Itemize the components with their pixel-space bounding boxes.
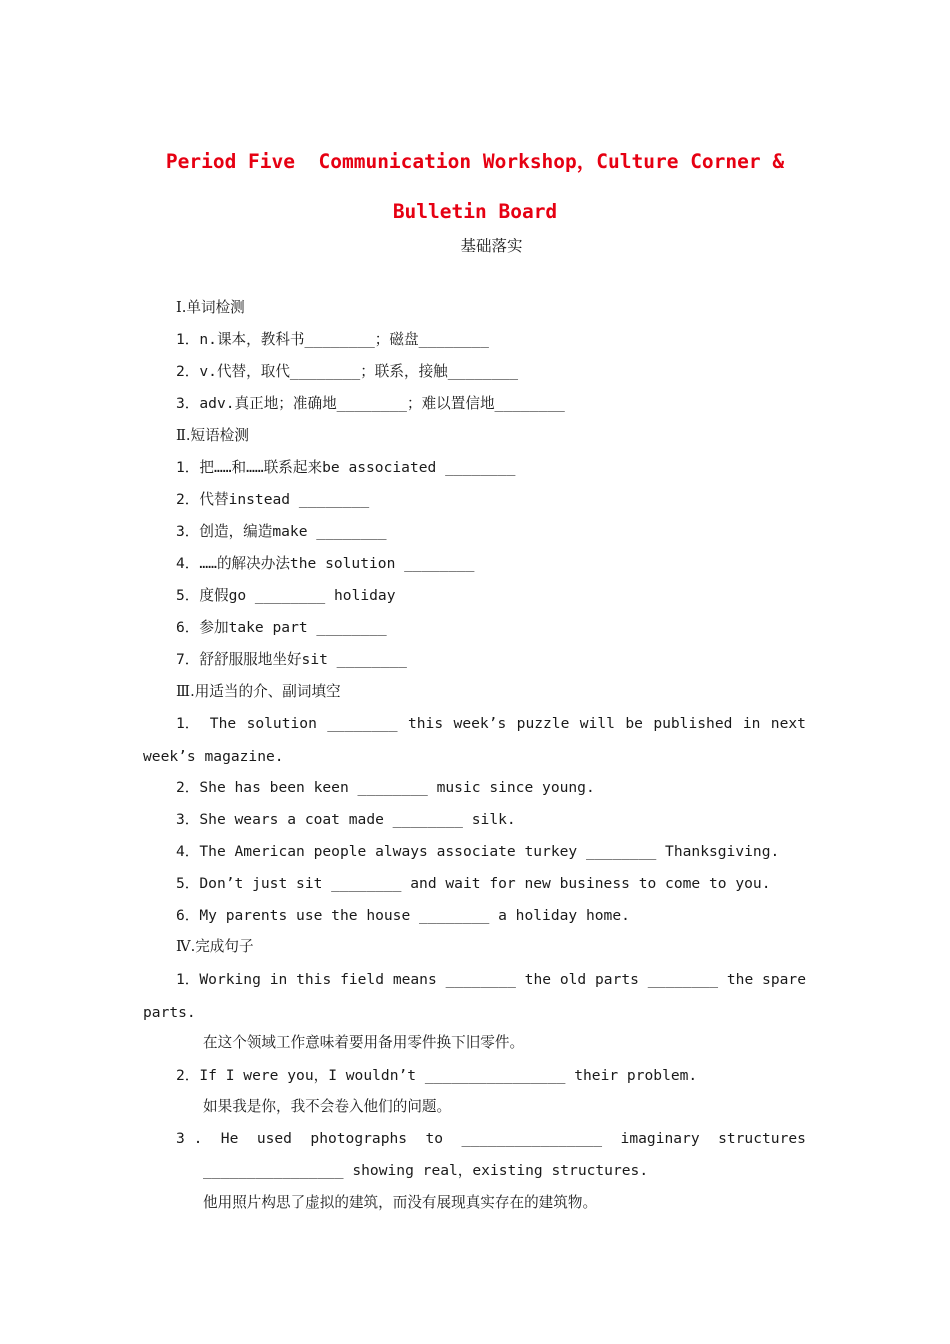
fill-item: 3．She wears a coat made ________ silk. — [176, 811, 516, 828]
word: old — [559, 971, 587, 988]
section-4-heading: Ⅳ.完成句子 — [176, 938, 254, 955]
word: 3 . — [176, 1130, 203, 1147]
word: in — [742, 715, 761, 732]
word: to — [425, 1130, 444, 1147]
answer-blank: ________________ — [461, 1130, 603, 1147]
word: week’s — [453, 715, 507, 732]
word: used — [256, 1130, 292, 1147]
word: this — [296, 971, 332, 988]
word: parts — [595, 971, 639, 988]
fill-item: 6．My parents use the house ________ a holiday home. — [176, 907, 630, 924]
word: will — [579, 715, 615, 732]
word: in — [269, 971, 288, 988]
title-line-2: Bulletin Board — [392, 200, 558, 223]
phrase-item: 3．创造，编造make ________ — [176, 523, 387, 540]
phrase-item: 2．代替instead ________ — [176, 491, 370, 508]
word: spare — [762, 971, 806, 988]
vocab-item: 2．v.代替，取代________；联系，接触________ — [176, 363, 519, 380]
section-1-heading: Ⅰ.单词检测 — [176, 299, 245, 316]
fill-item: 2．She has been keen ________ music since young. — [176, 779, 595, 796]
sentence-item-2: 2．If I were you，I wouldn’t ________________ their problem. — [176, 1067, 698, 1084]
fill-item-1-continued: week’s magazine. — [143, 748, 284, 765]
word: 1．Working — [176, 971, 261, 988]
word: photographs — [310, 1130, 408, 1147]
sentence-item-1-continued: parts. — [143, 1004, 196, 1021]
phrase-item: 1．把……和……联系起来be associated ________ — [176, 459, 516, 476]
word: structures — [718, 1130, 806, 1147]
answer-blank: ________ — [647, 971, 719, 988]
word: He — [220, 1130, 239, 1147]
title-line-1: Period Five Communication Workshop，Culture Corner & — [165, 150, 785, 173]
section-2-heading: Ⅱ.短语检测 — [176, 427, 249, 444]
sentence-item-3 — [176, 1129, 806, 1149]
vocab-item: 1．n.课本，教科书________；磁盘________ — [176, 331, 489, 348]
fill-item: 4．The American people always associate turkey ________ Thanksgiving. — [176, 843, 780, 860]
word: field — [340, 971, 384, 988]
subtitle: 基础落实 — [460, 237, 523, 255]
word: 1． — [176, 715, 200, 732]
word: solution — [246, 715, 317, 732]
answer-blank: ________ — [445, 971, 516, 988]
sentence-item-3-continued: ________________ showing real，existing structures. — [203, 1162, 649, 1179]
sentence-item-1 — [176, 970, 806, 990]
answer-blank: ________ — [327, 715, 398, 732]
vocab-item: 3．adv.真正地；准确地________；难以置信地________ — [176, 395, 565, 412]
phrase-item: 5．度假go ________ holiday — [176, 587, 396, 604]
word: this — [407, 715, 444, 732]
word: puzzle — [516, 715, 570, 732]
fill-item-1 — [176, 714, 806, 734]
sentence-item-1-translation: 在这个领域工作意味着要用备用零件换下旧零件。 — [203, 1034, 525, 1051]
word: the — [524, 971, 552, 988]
phrase-item: 6．参加take part ________ — [176, 619, 387, 636]
sentence-item-2-translation: 如果我是你，我不会卷入他们的问题。 — [203, 1098, 452, 1115]
fill-item: 5．Don’t just sit ________ and wait for new business to come to you. — [176, 875, 771, 892]
phrase-item: 7．舒舒服服地坐好sit ________ — [176, 651, 407, 668]
word: published — [653, 715, 733, 732]
word: means — [392, 971, 437, 988]
phrase-item: 4．……的解决办法the solution ________ — [176, 555, 475, 572]
word: The — [209, 715, 237, 732]
sentence-item-3-translation: 他用照片构思了虚拟的建筑，而没有展现真实存在的建筑物。 — [203, 1194, 598, 1211]
word: next — [770, 715, 806, 732]
word: be — [625, 715, 643, 732]
word: the — [726, 971, 754, 988]
section-3-heading: Ⅲ.用适当的介、副词填空 — [176, 683, 341, 700]
word: imaginary — [620, 1130, 700, 1147]
